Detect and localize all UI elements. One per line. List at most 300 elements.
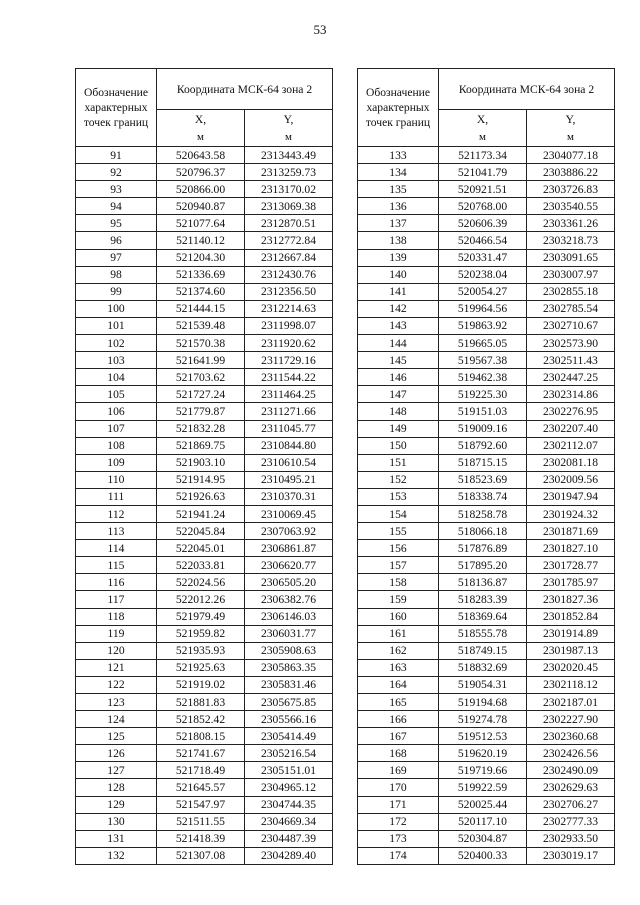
y-coordinate-cell: 2311544.22 <box>245 369 333 386</box>
x-coordinate-cell: 518258.78 <box>439 505 527 522</box>
point-number-cell: 137 <box>358 215 439 232</box>
x-coordinate-cell: 520768.00 <box>439 198 527 215</box>
x-coordinate-cell: 521570.38 <box>157 335 245 352</box>
x-coordinate-cell: 519194.68 <box>439 694 527 711</box>
x-coordinate-cell: 519512.53 <box>439 728 527 745</box>
header-y-label: Y, <box>565 112 576 126</box>
y-coordinate-cell: 2305863.35 <box>245 659 333 676</box>
x-coordinate-cell: 517895.20 <box>439 557 527 574</box>
x-coordinate-cell: 520025.44 <box>439 796 527 813</box>
y-coordinate-cell: 2305216.54 <box>245 745 333 762</box>
point-number-cell: 103 <box>76 352 157 369</box>
table-row <box>76 540 333 557</box>
table-row <box>358 540 615 557</box>
y-coordinate-cell: 2304669.34 <box>245 813 333 830</box>
point-number-cell: 133 <box>358 147 439 164</box>
point-number-cell: 139 <box>358 249 439 266</box>
header-x-label: X, <box>194 112 207 126</box>
header-point-designation: Обозначение характерных точек границ <box>76 69 157 147</box>
x-coordinate-cell: 520117.10 <box>439 813 527 830</box>
y-coordinate-cell: 2303218.73 <box>527 232 615 249</box>
y-coordinate-cell: 2304289.40 <box>245 847 333 864</box>
y-coordinate-cell: 2302112.07 <box>527 437 615 454</box>
point-number-cell: 126 <box>76 745 157 762</box>
coordinates-table-right <box>357 68 615 865</box>
x-coordinate-cell: 519620.19 <box>439 745 527 762</box>
table-row <box>76 232 333 249</box>
point-number-cell: 101 <box>76 317 157 334</box>
point-number-cell: 128 <box>76 779 157 796</box>
x-coordinate-cell: 519462.38 <box>439 369 527 386</box>
y-coordinate-cell: 2306861.87 <box>245 540 333 557</box>
table-row <box>76 847 333 864</box>
x-coordinate-cell: 518338.74 <box>439 488 527 505</box>
x-coordinate-cell: 518792.60 <box>439 437 527 454</box>
y-coordinate-cell: 2307063.92 <box>245 523 333 540</box>
y-coordinate-cell: 2302118.12 <box>527 676 615 693</box>
y-coordinate-cell: 2313170.02 <box>245 181 333 198</box>
x-coordinate-cell: 519964.56 <box>439 300 527 317</box>
point-number-cell: 129 <box>76 796 157 813</box>
point-number-cell: 98 <box>76 266 157 283</box>
point-number-cell: 151 <box>358 454 439 471</box>
header-x-column <box>157 110 245 147</box>
x-coordinate-cell: 521919.02 <box>157 676 245 693</box>
x-coordinate-cell: 519009.16 <box>439 420 527 437</box>
y-coordinate-cell: 2302426.56 <box>527 745 615 762</box>
y-coordinate-cell: 2303540.55 <box>527 198 615 215</box>
y-coordinate-cell: 2303886.22 <box>527 164 615 181</box>
x-coordinate-cell: 520304.87 <box>439 830 527 847</box>
table-row <box>358 198 615 215</box>
point-number-cell: 92 <box>76 164 157 181</box>
header-y-unit: м <box>567 130 574 143</box>
x-coordinate-cell: 519054.31 <box>439 676 527 693</box>
table-row <box>76 711 333 728</box>
x-coordinate-cell: 521641.99 <box>157 352 245 369</box>
x-coordinate-cell: 521374.60 <box>157 283 245 300</box>
y-coordinate-cell: 2304965.12 <box>245 779 333 796</box>
x-coordinate-cell: 522033.81 <box>157 557 245 574</box>
header-y-column <box>245 110 333 147</box>
x-coordinate-cell: 519863.92 <box>439 317 527 334</box>
y-coordinate-cell: 2306620.77 <box>245 557 333 574</box>
y-coordinate-cell: 2302020.45 <box>527 659 615 676</box>
x-coordinate-cell: 518136.87 <box>439 574 527 591</box>
x-coordinate-cell: 522045.01 <box>157 540 245 557</box>
x-coordinate-cell: 521077.64 <box>157 215 245 232</box>
table-row <box>358 711 615 728</box>
y-coordinate-cell: 2305414.49 <box>245 728 333 745</box>
table-row <box>358 796 615 813</box>
point-number-cell: 127 <box>76 762 157 779</box>
point-number-cell: 117 <box>76 591 157 608</box>
x-coordinate-cell: 518283.39 <box>439 591 527 608</box>
x-coordinate-cell: 519665.05 <box>439 335 527 352</box>
x-coordinate-cell: 521539.48 <box>157 317 245 334</box>
y-coordinate-cell: 2305831.46 <box>245 676 333 693</box>
point-number-cell: 96 <box>76 232 157 249</box>
x-coordinate-cell: 521869.75 <box>157 437 245 454</box>
y-coordinate-cell: 2301827.36 <box>527 591 615 608</box>
table-row <box>76 557 333 574</box>
x-coordinate-cell: 521852.42 <box>157 711 245 728</box>
y-coordinate-cell: 2303019.17 <box>527 847 615 864</box>
point-number-cell: 95 <box>76 215 157 232</box>
x-coordinate-cell: 521204.30 <box>157 249 245 266</box>
point-number-cell: 100 <box>76 300 157 317</box>
table-row <box>358 454 615 471</box>
table-row <box>358 676 615 693</box>
coordinates-table-left <box>75 68 333 865</box>
point-number-cell: 105 <box>76 386 157 403</box>
x-coordinate-cell: 521741.67 <box>157 745 245 762</box>
point-number-cell: 164 <box>358 676 439 693</box>
header-point-designation: Обозначение характерных точек границ <box>358 69 439 147</box>
header-y-column <box>527 110 615 147</box>
point-number-cell: 141 <box>358 283 439 300</box>
table-row <box>76 608 333 625</box>
table-row <box>358 369 615 386</box>
y-coordinate-cell: 2312356.50 <box>245 283 333 300</box>
x-coordinate-cell: 521959.82 <box>157 625 245 642</box>
x-coordinate-cell: 521547.97 <box>157 796 245 813</box>
y-coordinate-cell: 2310370.31 <box>245 488 333 505</box>
y-coordinate-cell: 2302573.90 <box>527 335 615 352</box>
table-row <box>358 728 615 745</box>
y-coordinate-cell: 2313069.38 <box>245 198 333 215</box>
y-coordinate-cell: 2304487.39 <box>245 830 333 847</box>
point-number-cell: 97 <box>76 249 157 266</box>
point-number-cell: 154 <box>358 505 439 522</box>
x-coordinate-cell: 521727.24 <box>157 386 245 403</box>
x-coordinate-cell: 520466.54 <box>439 232 527 249</box>
y-coordinate-cell: 2302710.67 <box>527 317 615 334</box>
table-row <box>358 574 615 591</box>
point-number-cell: 169 <box>358 762 439 779</box>
point-number-cell: 145 <box>358 352 439 369</box>
point-number-cell: 111 <box>76 488 157 505</box>
x-coordinate-cell: 518832.69 <box>439 659 527 676</box>
x-coordinate-cell: 521914.95 <box>157 471 245 488</box>
table-row <box>76 249 333 266</box>
table-row <box>76 694 333 711</box>
y-coordinate-cell: 2312667.84 <box>245 249 333 266</box>
x-coordinate-cell: 520054.27 <box>439 283 527 300</box>
point-number-cell: 147 <box>358 386 439 403</box>
x-coordinate-cell: 521041.79 <box>439 164 527 181</box>
y-coordinate-cell: 2303361.26 <box>527 215 615 232</box>
y-coordinate-cell: 2303007.97 <box>527 266 615 283</box>
x-coordinate-cell: 520921.51 <box>439 181 527 198</box>
y-coordinate-cell: 2311045.77 <box>245 420 333 437</box>
y-coordinate-cell: 2303091.65 <box>527 249 615 266</box>
y-coordinate-cell: 2301924.32 <box>527 505 615 522</box>
point-number-cell: 158 <box>358 574 439 591</box>
table-row <box>358 181 615 198</box>
point-number-cell: 124 <box>76 711 157 728</box>
x-coordinate-cell: 519567.38 <box>439 352 527 369</box>
table-row <box>76 283 333 300</box>
header-coordinate-system: Координата МСК-64 зона 2 <box>157 69 333 110</box>
table-row <box>76 164 333 181</box>
x-coordinate-cell: 521926.63 <box>157 488 245 505</box>
x-coordinate-cell: 522024.56 <box>157 574 245 591</box>
x-coordinate-cell: 521779.87 <box>157 403 245 420</box>
point-number-cell: 152 <box>358 471 439 488</box>
y-coordinate-cell: 2305566.16 <box>245 711 333 728</box>
x-coordinate-cell: 521808.15 <box>157 728 245 745</box>
point-number-cell: 116 <box>76 574 157 591</box>
x-coordinate-cell: 518715.15 <box>439 454 527 471</box>
point-number-cell: 122 <box>76 676 157 693</box>
y-coordinate-cell: 2305675.85 <box>245 694 333 711</box>
table-row <box>358 215 615 232</box>
y-coordinate-cell: 2302360.68 <box>527 728 615 745</box>
table-row <box>358 249 615 266</box>
y-coordinate-cell: 2301827.10 <box>527 540 615 557</box>
y-coordinate-cell: 2311729.16 <box>245 352 333 369</box>
x-coordinate-cell: 521903.10 <box>157 454 245 471</box>
header-x-label: X, <box>476 112 489 126</box>
y-coordinate-cell: 2306146.03 <box>245 608 333 625</box>
table-row <box>76 352 333 369</box>
point-number-cell: 174 <box>358 847 439 864</box>
y-coordinate-cell: 2313443.49 <box>245 147 333 164</box>
point-number-cell: 171 <box>358 796 439 813</box>
x-coordinate-cell: 521935.93 <box>157 642 245 659</box>
table-row <box>76 574 333 591</box>
y-coordinate-cell: 2302009.56 <box>527 471 615 488</box>
x-coordinate-cell: 521645.57 <box>157 779 245 796</box>
point-number-cell: 149 <box>358 420 439 437</box>
x-coordinate-cell: 521511.55 <box>157 813 245 830</box>
table-row <box>76 300 333 317</box>
point-number-cell: 120 <box>76 642 157 659</box>
table-row <box>76 386 333 403</box>
y-coordinate-cell: 2303726.83 <box>527 181 615 198</box>
y-coordinate-cell: 2312870.51 <box>245 215 333 232</box>
x-coordinate-cell: 518749.15 <box>439 642 527 659</box>
table-row <box>358 847 615 864</box>
point-number-cell: 106 <box>76 403 157 420</box>
x-coordinate-cell: 520940.87 <box>157 198 245 215</box>
table-row <box>76 437 333 454</box>
x-coordinate-cell: 519151.03 <box>439 403 527 420</box>
point-number-cell: 166 <box>358 711 439 728</box>
point-number-cell: 131 <box>76 830 157 847</box>
point-number-cell: 144 <box>358 335 439 352</box>
point-number-cell: 162 <box>358 642 439 659</box>
table-row <box>76 420 333 437</box>
y-coordinate-cell: 2304744.35 <box>245 796 333 813</box>
point-number-cell: 160 <box>358 608 439 625</box>
point-number-cell: 142 <box>358 300 439 317</box>
point-number-cell: 114 <box>76 540 157 557</box>
point-number-cell: 132 <box>76 847 157 864</box>
table-row <box>76 779 333 796</box>
point-number-cell: 121 <box>76 659 157 676</box>
y-coordinate-cell: 2310610.54 <box>245 454 333 471</box>
x-coordinate-cell: 518369.64 <box>439 608 527 625</box>
y-coordinate-cell: 2302933.50 <box>527 830 615 847</box>
point-number-cell: 138 <box>358 232 439 249</box>
table-row <box>76 745 333 762</box>
point-number-cell: 150 <box>358 437 439 454</box>
x-coordinate-cell: 519719.66 <box>439 762 527 779</box>
table-row <box>358 813 615 830</box>
table-row <box>358 557 615 574</box>
x-coordinate-cell: 522045.84 <box>157 523 245 540</box>
point-number-cell: 140 <box>358 266 439 283</box>
header-x-unit: м <box>479 130 486 143</box>
table-row <box>358 523 615 540</box>
y-coordinate-cell: 2312214.63 <box>245 300 333 317</box>
table-row <box>76 198 333 215</box>
table-row <box>358 488 615 505</box>
x-coordinate-cell: 518555.78 <box>439 625 527 642</box>
point-number-cell: 165 <box>358 694 439 711</box>
y-coordinate-cell: 2310844.80 <box>245 437 333 454</box>
y-coordinate-cell: 2310495.21 <box>245 471 333 488</box>
x-coordinate-cell: 521832.28 <box>157 420 245 437</box>
point-number-cell: 93 <box>76 181 157 198</box>
table-row <box>358 694 615 711</box>
point-number-cell: 153 <box>358 488 439 505</box>
point-number-cell: 130 <box>76 813 157 830</box>
table-row <box>76 625 333 642</box>
table-row <box>76 762 333 779</box>
y-coordinate-cell: 2311920.62 <box>245 335 333 352</box>
table-row <box>358 625 615 642</box>
table-row <box>358 147 615 164</box>
point-number-cell: 159 <box>358 591 439 608</box>
y-coordinate-cell: 2302081.18 <box>527 454 615 471</box>
x-coordinate-cell: 521173.34 <box>439 147 527 164</box>
table-row <box>76 813 333 830</box>
y-coordinate-cell: 2306031.77 <box>245 625 333 642</box>
table-row <box>76 403 333 420</box>
y-coordinate-cell: 2302629.63 <box>527 779 615 796</box>
table-row <box>76 523 333 540</box>
table-row <box>358 779 615 796</box>
x-coordinate-cell: 521336.69 <box>157 266 245 283</box>
header-y-label: Y, <box>283 112 294 126</box>
table-row <box>76 830 333 847</box>
y-coordinate-cell: 2301914.89 <box>527 625 615 642</box>
x-coordinate-cell: 521307.08 <box>157 847 245 864</box>
table-row <box>358 591 615 608</box>
table-row <box>358 352 615 369</box>
x-coordinate-cell: 518066.18 <box>439 523 527 540</box>
x-coordinate-cell: 520238.04 <box>439 266 527 283</box>
x-coordinate-cell: 522012.26 <box>157 591 245 608</box>
y-coordinate-cell: 2301785.97 <box>527 574 615 591</box>
y-coordinate-cell: 2301852.84 <box>527 608 615 625</box>
point-number-cell: 115 <box>76 557 157 574</box>
point-number-cell: 112 <box>76 505 157 522</box>
y-coordinate-cell: 2311271.66 <box>245 403 333 420</box>
table-row <box>358 266 615 283</box>
point-number-cell: 167 <box>358 728 439 745</box>
y-coordinate-cell: 2312430.76 <box>245 266 333 283</box>
y-coordinate-cell: 2302227.90 <box>527 711 615 728</box>
point-number-cell: 146 <box>358 369 439 386</box>
table-row <box>76 728 333 745</box>
y-coordinate-cell: 2301947.94 <box>527 488 615 505</box>
table-row <box>76 505 333 522</box>
x-coordinate-cell: 521444.15 <box>157 300 245 317</box>
table-row <box>358 437 615 454</box>
y-coordinate-cell: 2302490.09 <box>527 762 615 779</box>
table-row <box>76 642 333 659</box>
y-coordinate-cell: 2301987.13 <box>527 642 615 659</box>
y-coordinate-cell: 2312772.84 <box>245 232 333 249</box>
point-number-cell: 172 <box>358 813 439 830</box>
point-number-cell: 125 <box>76 728 157 745</box>
table-row <box>358 762 615 779</box>
x-coordinate-cell: 520400.33 <box>439 847 527 864</box>
table-row <box>76 215 333 232</box>
table-row <box>358 300 615 317</box>
table-row <box>76 369 333 386</box>
point-number-cell: 119 <box>76 625 157 642</box>
table-row <box>358 386 615 403</box>
x-coordinate-cell: 521925.63 <box>157 659 245 676</box>
table-row <box>358 164 615 181</box>
point-number-cell: 102 <box>76 335 157 352</box>
x-coordinate-cell: 520331.47 <box>439 249 527 266</box>
table-row <box>358 335 615 352</box>
point-number-cell: 148 <box>358 403 439 420</box>
y-coordinate-cell: 2313259.73 <box>245 164 333 181</box>
table-row <box>358 471 615 488</box>
table-row <box>76 488 333 505</box>
point-number-cell: 161 <box>358 625 439 642</box>
table-row <box>358 505 615 522</box>
y-coordinate-cell: 2302777.33 <box>527 813 615 830</box>
point-number-cell: 113 <box>76 523 157 540</box>
point-number-cell: 170 <box>358 779 439 796</box>
point-number-cell: 156 <box>358 540 439 557</box>
page-number: 53 <box>313 22 327 37</box>
table-row <box>76 181 333 198</box>
table-row <box>358 420 615 437</box>
table-row <box>358 608 615 625</box>
table-row <box>358 403 615 420</box>
x-coordinate-cell: 519274.78 <box>439 711 527 728</box>
y-coordinate-cell: 2302187.01 <box>527 694 615 711</box>
point-number-cell: 157 <box>358 557 439 574</box>
x-coordinate-cell: 521140.12 <box>157 232 245 249</box>
point-number-cell: 163 <box>358 659 439 676</box>
table-row <box>76 591 333 608</box>
table-row <box>358 642 615 659</box>
x-coordinate-cell: 520643.58 <box>157 147 245 164</box>
x-coordinate-cell: 520796.37 <box>157 164 245 181</box>
x-coordinate-cell: 521703.62 <box>157 369 245 386</box>
y-coordinate-cell: 2311464.25 <box>245 386 333 403</box>
x-coordinate-cell: 517876.89 <box>439 540 527 557</box>
table-row <box>358 317 615 334</box>
y-coordinate-cell: 2302276.95 <box>527 403 615 420</box>
y-coordinate-cell: 2311998.07 <box>245 317 333 334</box>
x-coordinate-cell: 519225.30 <box>439 386 527 403</box>
point-number-cell: 168 <box>358 745 439 762</box>
x-coordinate-cell: 518523.69 <box>439 471 527 488</box>
y-coordinate-cell: 2302447.25 <box>527 369 615 386</box>
header-x-column <box>439 110 527 147</box>
